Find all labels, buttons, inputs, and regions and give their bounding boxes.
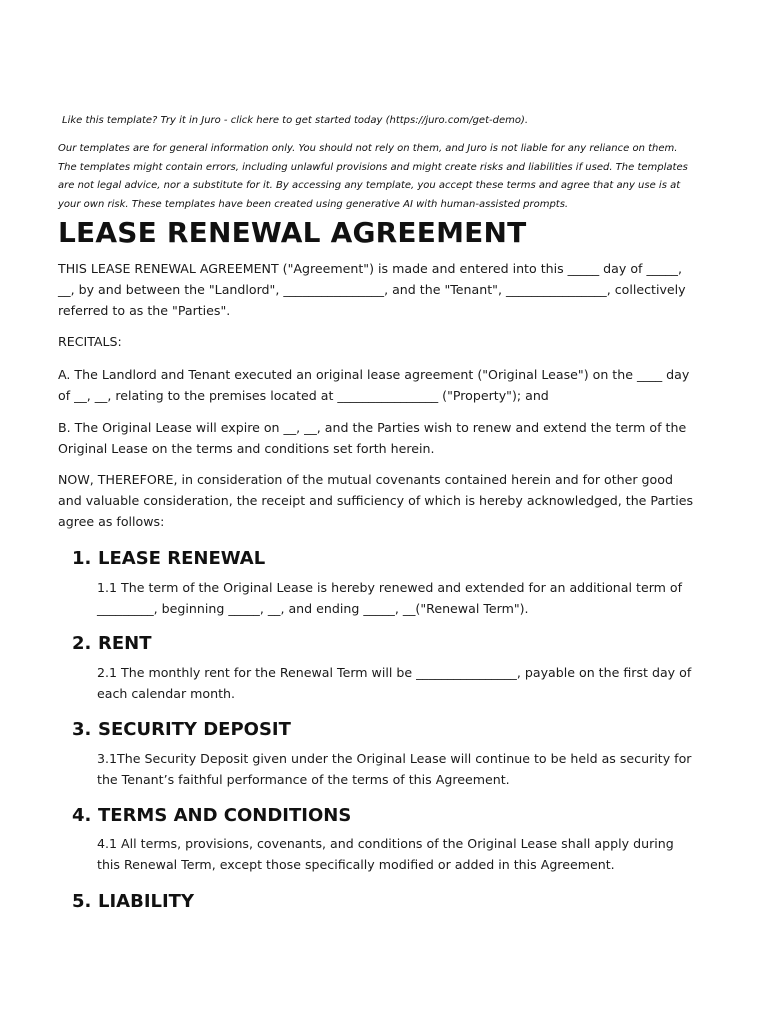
section-number: 4.: [72, 805, 92, 826]
recital-b: B. The Original Lease will expire on __, __, and the Parties wish to renew and extend the term of the Original Lease on the terms and conditions set forth herein.: [58, 420, 687, 456]
disclaimer-text: Our templates are for general information only. You should not rely on them, and Juro is not liable for any reliance on them. The templates might contain errors, including unlawful provisions and might create risks and liabilities if used. The templates are not legal advice, nor a substitute for it. By accessing any template, you accept these terms and agree that any use is at your own risk. These templates have been created using generative AI with human-assisted prompts.: [58, 143, 688, 210]
now-therefore-paragraph: NOW, THEREFORE, in consideration of the mutual covenants contained herein and for other good and valuable consideration, the receipt and sufficiency of which is hereby acknowledged, the Parties agree as follows:: [58, 472, 694, 529]
section-heading: [72, 633, 152, 654]
section-title: LIABILITY: [98, 891, 194, 912]
recital-a: A. The Landlord and Tenant executed an original lease agreement ("Original Lease") on the ____ day of __, __, relating to the premises located at ________________ ("Property"); and: [58, 367, 690, 403]
section-heading: [72, 891, 194, 912]
recitals-label: RECITALS:: [58, 334, 122, 349]
section-heading: [72, 548, 265, 569]
section-number: 1.: [72, 548, 92, 569]
section-heading: [72, 805, 351, 826]
intro-paragraph: THIS LEASE RENEWAL AGREEMENT ("Agreement") is made and entered into this _____ day of _____, __, by and between the "Landlord", ________________, and the "Tenant", ________________, collectively referred to as the "Parties".: [58, 261, 686, 318]
section-heading: [72, 719, 291, 740]
section-title: RENT: [98, 633, 152, 654]
section-text: 3.1The Security Deposit given under the Original Lease will continue to be held as security for the Tenant’s faithful performance of the terms of this Agreement.: [97, 751, 692, 787]
section-number: 5.: [72, 891, 92, 912]
section-text: 4.1 All terms, provisions, covenants, and conditions of the Original Lease shall apply during this Renewal Term, except those specifically modified or added in this Agreement.: [97, 836, 674, 872]
section-title: TERMS AND CONDITIONS: [98, 805, 352, 826]
section-text: 1.1 The term of the Original Lease is hereby renewed and extended for an additional term of _________, beginning _____, __, and ending _____, __("Renewal Term").: [97, 580, 683, 616]
section-title: SECURITY DEPOSIT: [98, 719, 291, 740]
section-number: 3.: [72, 719, 92, 740]
section-title: LEASE RENEWAL: [98, 548, 266, 569]
juro-cta-link[interactable]: Like this template? Try it in Juro - click here to get started today (https://juro.com/get-demo).: [62, 115, 529, 126]
document-title: LEASE RENEWAL AGREEMENT: [58, 216, 527, 249]
section-number: 2.: [72, 633, 92, 654]
section-text: 2.1 The monthly rent for the Renewal Term will be ________________, payable on the first day of each calendar month.: [97, 665, 692, 701]
